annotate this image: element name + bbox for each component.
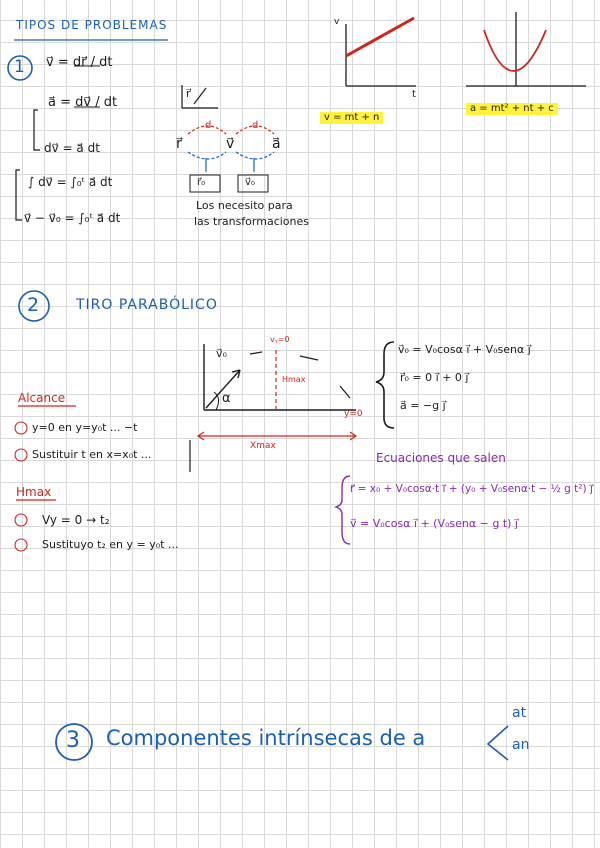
section3-title: Componentes intrínsecas de a [106, 726, 426, 750]
eq-acceleration: a⃗ = dv⃗ / dt [48, 95, 118, 110]
page-title: TIPOS DE PROBLEMAS [16, 18, 168, 32]
diagram-y0: y=0 [344, 409, 363, 419]
component-an: an [512, 737, 530, 753]
diagram-xmax: Xmax [250, 441, 276, 451]
alcance-title: Alcance [18, 391, 66, 405]
hmax-step2: Sustituyo t₂ en y = y₀t ... [42, 538, 179, 551]
graph1-caption: v = mt + n [320, 112, 383, 124]
section3-number: 3 [66, 728, 80, 753]
axes-r-label: r⃗ [186, 87, 191, 100]
graph-parabola [466, 12, 586, 86]
chain-v: v⃗ [226, 136, 235, 152]
diagram-v0: v⃗₀ [216, 347, 227, 360]
note-line2: las transformaciones [194, 215, 309, 228]
diagram-vy0: vᵧ=0 [270, 335, 290, 344]
graph2-caption: a = mt² + nt + c [466, 103, 558, 115]
trajectory-eq-r: r⃗ = x₀ + V₀cosα·t i⃗ + (y₀ + V₀senα·t − ½ g t²) j⃗ [350, 483, 593, 495]
trajectory-brace [336, 476, 350, 544]
chain-a: a⃗ [272, 136, 281, 152]
brace-eq-1: v⃗₀ = V₀cosα i⃗ + V₀senα j⃗ [398, 343, 531, 356]
projectile-diagram [190, 344, 356, 472]
chain-r: r⃗ [176, 136, 182, 152]
section1-number: 1 [14, 57, 25, 77]
brace-eq-3: a⃗ = −g j⃗ [400, 399, 446, 412]
diagram-alpha: α [222, 391, 231, 406]
equations-brace [376, 342, 394, 428]
diagram-hmax: Hmax [282, 375, 306, 384]
hmax-step1: Vy = 0 → t₂ [42, 513, 110, 527]
components-bracket [488, 726, 508, 760]
graph1-ylabel: v [334, 17, 340, 27]
eq-velocity: v⃗ = dr⃗ / dt [46, 55, 113, 70]
eq-integral: ∫ dv⃗ = ∫₀ᵗ a⃗ dt [28, 175, 113, 189]
alcance-step2: Sustituir t en x=x₀t ... [32, 448, 152, 461]
component-at: at [512, 705, 527, 721]
graph-v-vs-t [346, 18, 416, 86]
brace-eq-2: r⃗₀ = 0 i⃗ + 0 j⃗ [400, 371, 469, 384]
alcance-step1: y=0 en y=y₀t ... −t [32, 421, 138, 434]
section2-title: TIRO PARABÓLICO [76, 297, 218, 313]
section2-number: 2 [27, 294, 40, 316]
note-line1: Los necesito para [196, 199, 293, 212]
graph1-xlabel: t [412, 89, 416, 100]
hmax-title: Hmax [16, 485, 52, 499]
chain-d2: d [252, 120, 259, 131]
trajectory-eq-v: v⃗ = V₀cosα i⃗ + (V₀senα − g t) j⃗ [350, 517, 518, 530]
box-v0: v⃗₀ [245, 177, 255, 188]
equations-title: Ecuaciones que salen [376, 451, 506, 465]
chain-d1: d [205, 120, 212, 131]
box-r0: r⃗₀ [197, 177, 206, 188]
eq-result: v⃗ − v⃗₀ = ∫₀ᵗ a⃗ dt [24, 211, 121, 225]
eq-dv: dv⃗ = a⃗ dt [44, 141, 100, 155]
